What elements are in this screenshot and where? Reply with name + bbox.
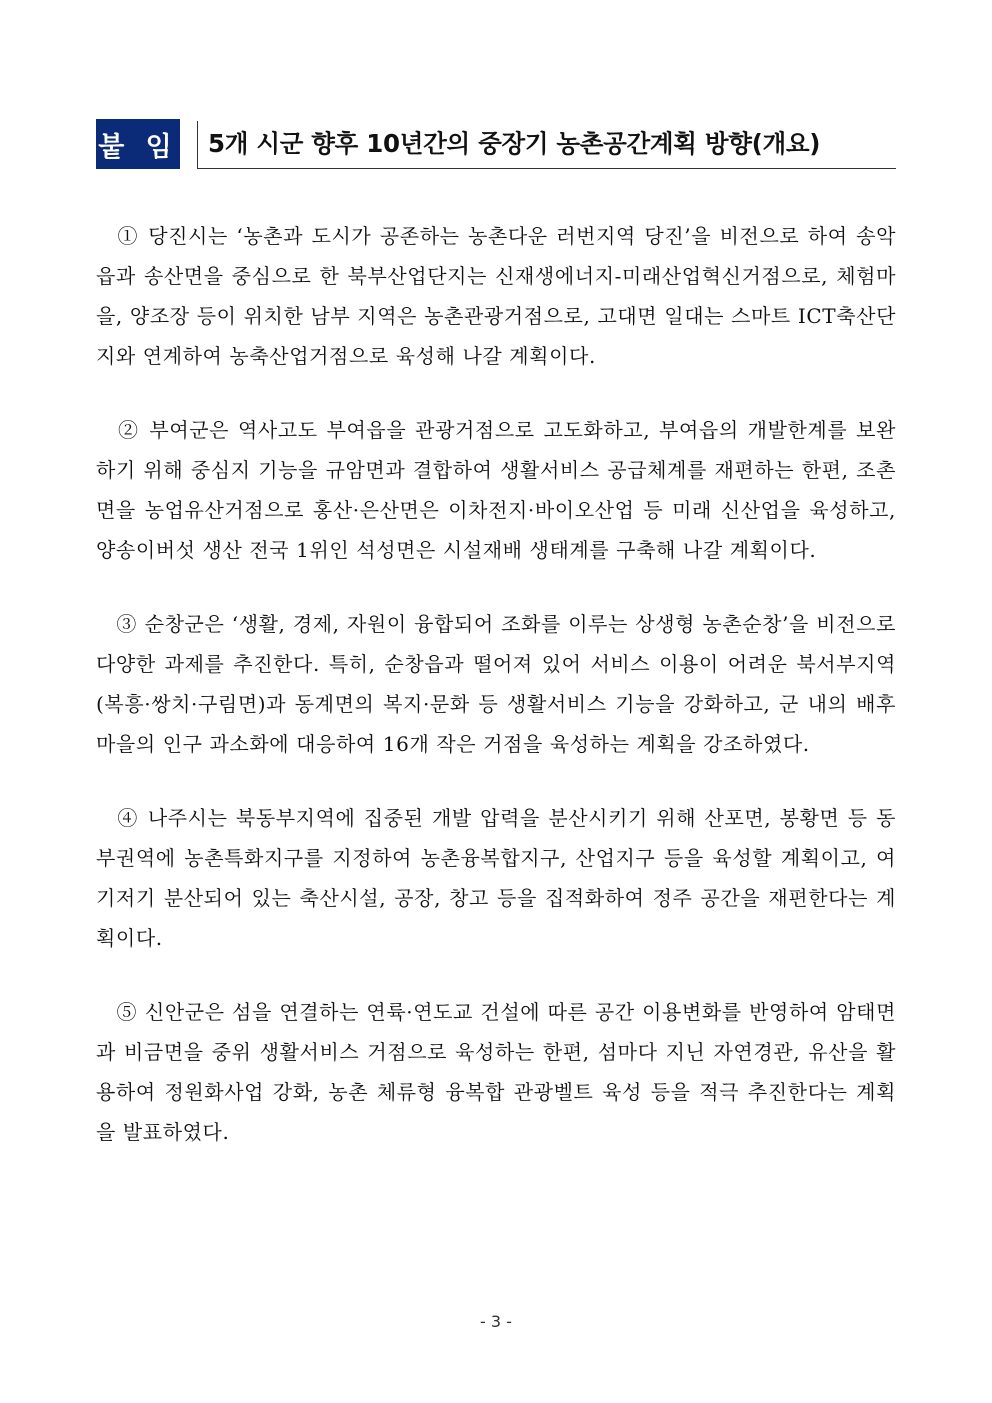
header-divider	[197, 121, 198, 169]
paragraph-text: ③ 순창군은 ‘생활, 경제, 자원이 융합되어 조화를 이루는 상생형 농촌순창’을 비전으로 다양한 과제를 추진한다. 특히, 순창읍과 떨어져 있어 서비스 이용이 어려운 북서부지역(복흥·쌍치·구림면)과 동계면의 복지·문화 등 생활서비스 기능을 강화하고, 군 내의 배후마을의 인구 과소화에 대응하여 16개 작은 거점을 육성하는 계획을 강조하였다.	[96, 612, 896, 756]
paragraph-text: ① 당진시는 ‘농촌과 도시가 공존하는 농촌다운 러번지역 당진’을 비전으로 하여 송악읍과 송산면을 중심으로 한 북부산업단지는 신재생에너지-미래산업혁신거점으로, 체험마을, 양조장 등이 위치한 남부 지역은 농촌관광거점으로, 고대면 일대는 스마트 ICT축산단지와 연계하여 농축산업거점으로 육성해 나갈 계획이다.	[96, 224, 896, 368]
attachment-badge: 붙 임	[96, 119, 180, 169]
title-underline	[197, 168, 896, 169]
page-number: - 3 -	[480, 1312, 512, 1331]
paragraph-text: ⑤ 신안군은 섬을 연결하는 연륙·연도교 건설에 따른 공간 이용변화를 반영하여 암태면과 비금면을 중위 생활서비스 거점으로 육성하는 한편, 섬마다 지닌 자연경관, 유산을 활용하여 정원화사업 강화, 농촌 체류형 융복합 관광벨트 육성 등을 적극 추진한다는 계획을 발표하였다.	[96, 1000, 896, 1144]
paragraph-text: ④ 나주시는 북동부지역에 집중된 개발 압력을 분산시키기 위해 산포면, 봉황면 등 동부권역에 농촌특화지구를 지정하여 농촌융복합지구, 산업지구 등을 육성할 계획이고, 여기저기 분산되어 있는 축산시설, 공장, 창고 등을 집적화하여 정주 공간을 재편한다는 계획이다.	[96, 806, 896, 950]
paragraph-sunchang	[96, 604, 896, 764]
document-title: 5개 시군 향후 10년간의 중장기 농촌공간계획 방향(개요)	[208, 129, 821, 158]
body-paragraphs	[96, 216, 896, 1186]
paragraph-buyeo	[96, 410, 896, 570]
paragraph-text: ② 부여군은 역사고도 부여읍을 관광거점으로 고도화하고, 부여읍의 개발한계를 보완하기 위해 중심지 기능을 규암면과 결합하여 생활서비스 공급체계를 재편하는 한편, 조촌면을 농업유산거점으로 홍산·은산면은 이차전지·바이오산업 등 미래 신산업을 육성하고, 양송이버섯 생산 전국 1위인 석성면은 시설재배 생태계를 구축해 나갈 계획이다.	[96, 418, 896, 562]
paragraph-sinan	[96, 992, 896, 1152]
attachment-header	[96, 119, 896, 169]
paragraph-dangjin	[96, 216, 896, 376]
paragraph-naju	[96, 798, 896, 958]
